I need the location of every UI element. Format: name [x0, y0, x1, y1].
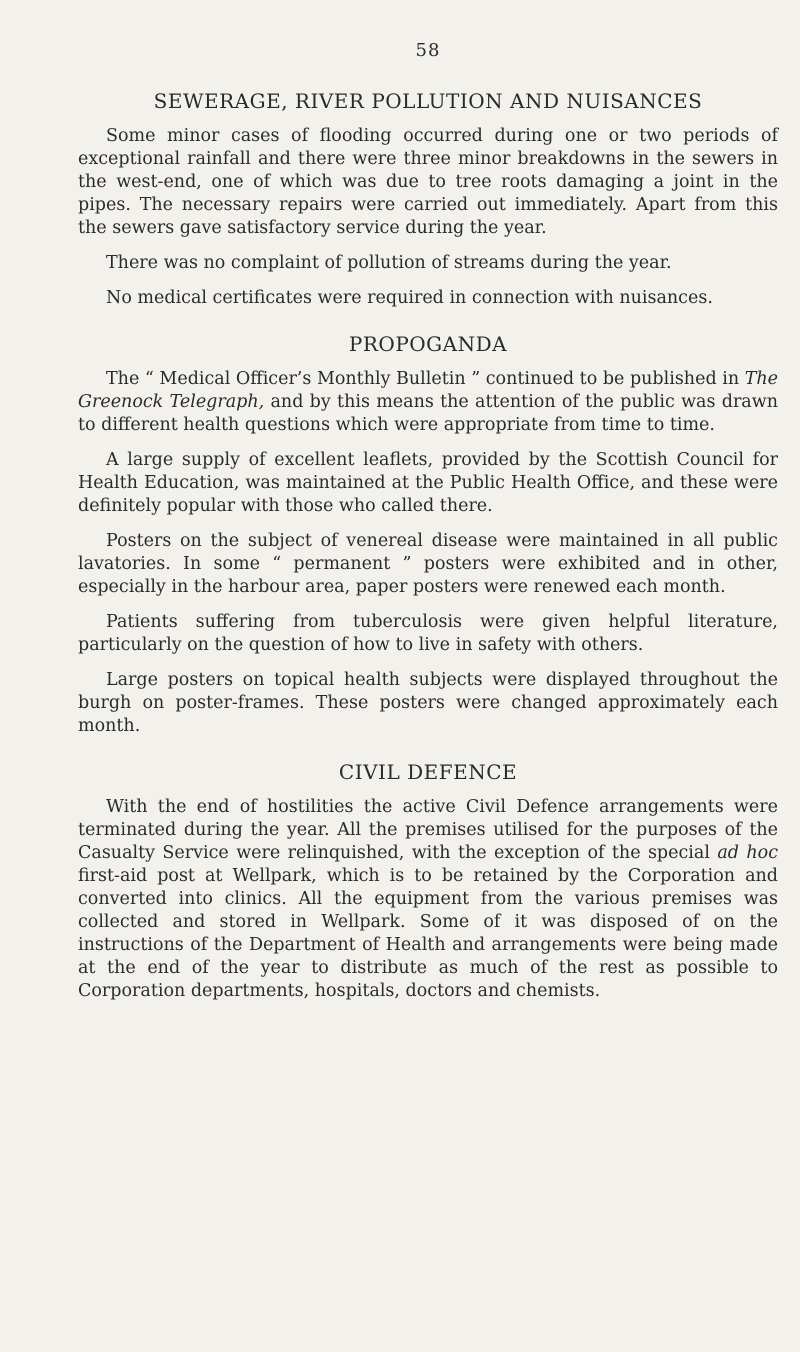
paragraph	[78, 796, 778, 1003]
paragraph: There was no complaint of pollution of streams during the year.	[106, 253, 672, 273]
section-heading: SEWERAGE, RIVER POLLUTION AND NUISANCES	[153, 89, 703, 113]
latin-phrase: ad hoc	[717, 843, 778, 863]
paragraph: Posters on the subject of venereal disease were maintained in all public lavatories. In some “ permanent ” posters were exhibited and in other, especially in the harbour area, paper posters were renewed each month.	[78, 531, 778, 597]
paragraph-text: The “ Medical Officer’s Monthly Bulletin ” continued to be published in	[106, 369, 745, 389]
section-propoganda	[78, 332, 778, 738]
section-heading: CIVIL DEFENCE	[338, 760, 518, 784]
paragraph: Large posters on topical health subjects were displayed throughout the burgh on poster-frames. These posters were changed approximately each month.	[78, 670, 778, 736]
newspaper-title: The Greenock Telegraph,	[78, 369, 778, 412]
section-civil-defence	[78, 760, 778, 1003]
paragraph: No medical certificates were required in connection with nuisances.	[106, 288, 713, 308]
paragraph-text: first-aid post at Wellpark, which is to be retained by the Corporation and converted into clinics. All the equipment from the various premises was collected and stored in Wellpark. Some of it was disposed of on the instructions of the Department of Health and arrangements were being made at the end of the year to distribute as much of the rest as possible to Corporation departments, hospitals, doctors and chemists.	[78, 866, 778, 1001]
section-heading: PROPOGANDA	[348, 332, 508, 356]
section-sewerage	[78, 89, 778, 310]
paragraph: Patients suffering from tuberculosis were given helpful literature, particularly on the question of how to live in safety with others.	[78, 612, 778, 655]
page-number: 58	[415, 40, 441, 61]
paragraph-text: With the end of hostilities the active Civil Defence arrangements were terminated during the year. All the premises utilised for the purposes of the Casualty Service were relinquished, with the exception of the special	[78, 797, 778, 863]
paragraph-text: and by this means the attention of the public was drawn to different health questions which were appropriate from time to time.	[78, 392, 778, 435]
paragraph	[78, 368, 778, 437]
paragraph: A large supply of excellent leaflets, provided by the Scottish Council for Health Education, was maintained at the Public Health Office, and these were definitely popular with those who called there.	[78, 450, 778, 516]
paragraph: Some minor cases of flooding occurred during one or two periods of exceptional rainfall and there were three minor breakdowns in the sewers in the west-end, one of which was due to tree roots damaging a joint in the pipes. The necessary repairs were carried out immediately. Apart from this the sewers gave satisfactory service during the year.	[78, 126, 778, 238]
document-page	[78, 40, 778, 1015]
